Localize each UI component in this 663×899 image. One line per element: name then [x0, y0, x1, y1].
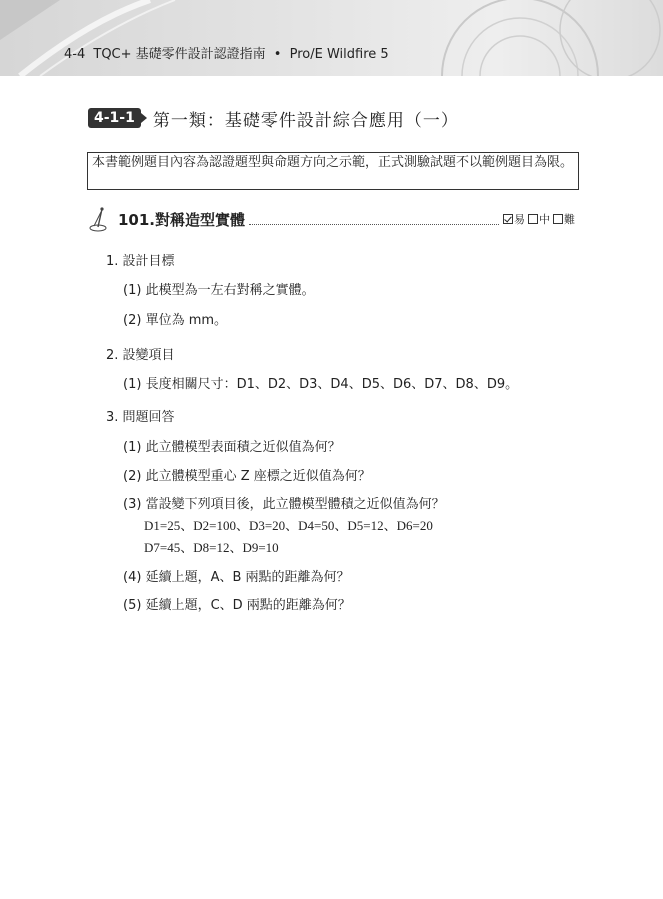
item-number: (3) [123, 497, 142, 512]
change-values-line-2: D7=45、D8=12、D9=10 [144, 540, 279, 555]
dotted-leader [249, 224, 499, 225]
list-item [123, 465, 371, 484]
page-number: 4-4 [64, 47, 86, 62]
checkbox-easy-icon [503, 214, 513, 224]
checkbox-hard-icon [553, 214, 563, 224]
item-number: (4) [123, 570, 142, 585]
difficulty-label-easy: 易 [514, 213, 525, 226]
problem-header [88, 206, 578, 232]
software-name: Pro/E Wildfire 5 [289, 47, 389, 62]
book-title: TQC+ 基礎零件設計認證指南 [93, 47, 266, 62]
header-decoration [0, 0, 663, 76]
running-head [64, 43, 393, 62]
checkbox-medium-icon [528, 214, 538, 224]
list-item [123, 493, 445, 512]
section-number-badge: 4-1-1 [88, 108, 141, 128]
item-number: (1) [123, 377, 142, 392]
list-item [123, 309, 227, 328]
heading-questions: 3. 問題回答 [106, 410, 175, 425]
item-number: (2) [123, 469, 142, 484]
list-item [123, 566, 350, 585]
item-number: (1) [123, 440, 142, 455]
difficulty-label-medium: 中 [539, 213, 550, 226]
change-values-line-1: D1=25、D2=100、D3=20、D4=50、D5=12、D6=20 [144, 518, 433, 533]
item-number: (2) [123, 313, 142, 328]
item-number: (1) [123, 283, 142, 298]
item-text: 單位為 mm。 [145, 313, 228, 328]
list-item [123, 279, 315, 298]
list-item [123, 373, 518, 392]
item-text: 延續上題，A、B 兩點的距離為何？ [145, 570, 350, 585]
header-band [0, 0, 663, 76]
item-text: 此立體模型表面積之近似值為何？ [145, 440, 341, 455]
section-title [88, 106, 459, 130]
difficulty-rating [503, 211, 578, 227]
item-text: 此模型為一左右對稱之實體。 [145, 283, 315, 298]
difficulty-label-hard: 難 [564, 213, 575, 226]
item-text: 長度相關尺寸：D1、D2、D3、D4、D5、D6、D7、D8、D9。 [145, 377, 519, 392]
item-text: 當設變下列項目後，此立體模型體積之近似值為何？ [145, 497, 445, 512]
list-item [123, 594, 351, 613]
heading-design-goal: 1. 設計目標 [106, 254, 175, 269]
list-item [123, 436, 341, 455]
problem-title: 101.對稱造型實體 [118, 210, 246, 229]
header-bullet: • [273, 47, 282, 62]
section-heading: 第一類：基礎零件設計綜合應用（一） [152, 110, 459, 131]
notice-box: 本書範例題目內容為認證題型與命題方向之示範，正式測驗試題不以範例題目為限。 [87, 152, 579, 190]
item-number: (5) [123, 598, 142, 613]
heading-design-changes: 2. 設變項目 [106, 348, 175, 363]
item-text: 延續上題，C、D 兩點的距離為何？ [145, 598, 351, 613]
compass-icon [88, 206, 110, 232]
item-text: 此立體模型重心 Z 座標之近似值為何？ [145, 469, 371, 484]
